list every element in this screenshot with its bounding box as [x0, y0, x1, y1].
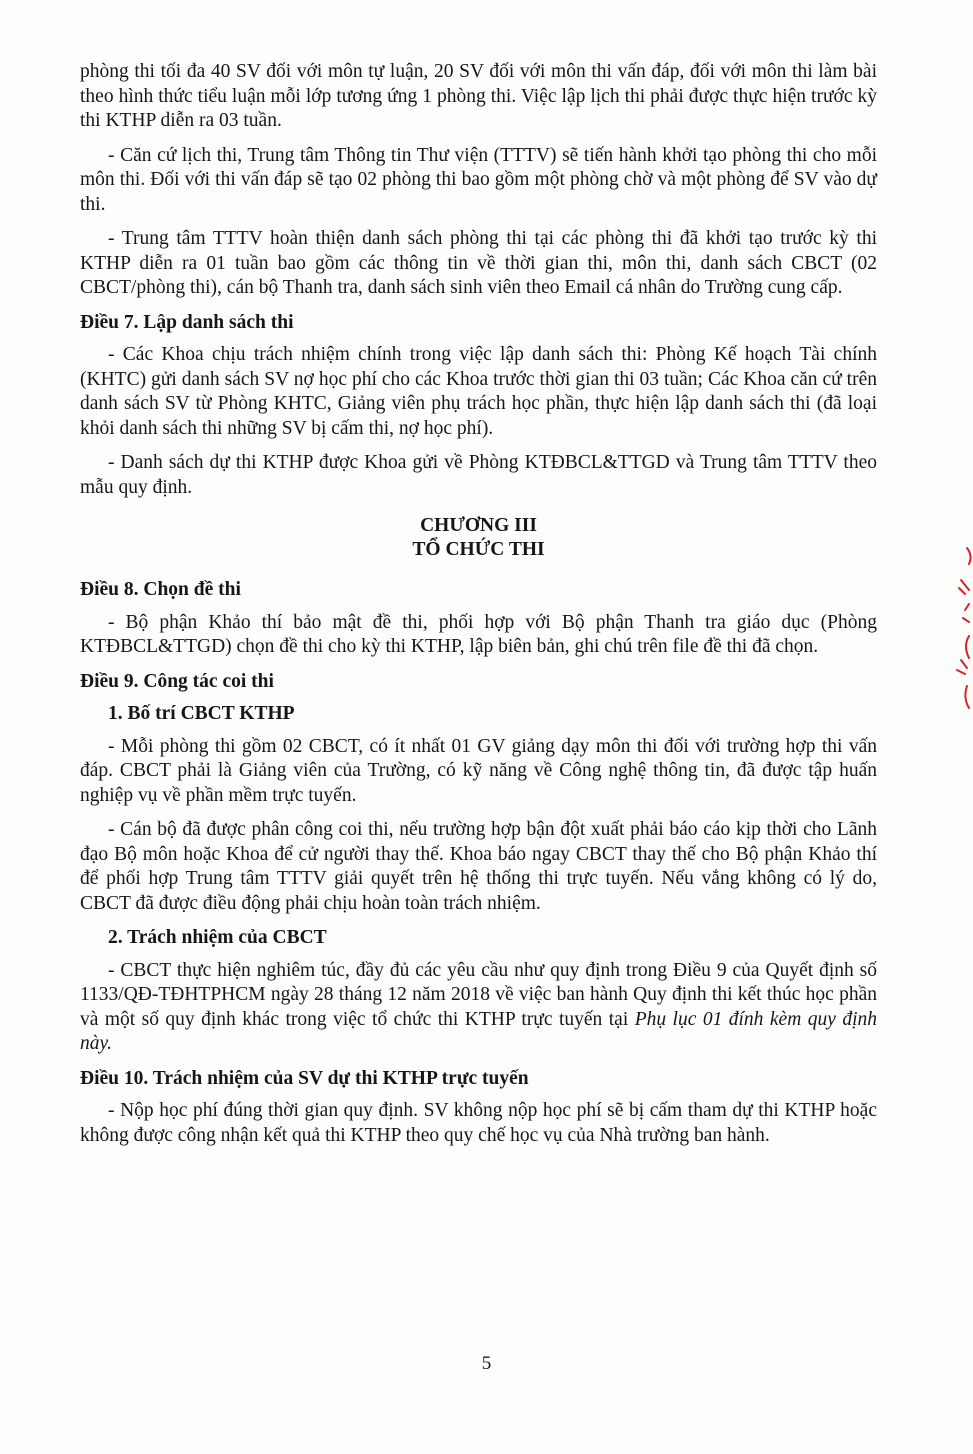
article-7-paragraph-2: - Danh sách dự thi KTHP được Khoa gửi về Phòng KTĐBCL&TTGD và Trung tâm TTTV theo mẫu quy định.	[80, 452, 877, 498]
article-9-paragraph-1: - Mỗi phòng thi gồm 02 CBCT, có ít nhất 01 GV giảng dạy môn thi đối với trường hợp thi vấn đáp. CBCT phải là Giảng viên của Trường, có kỹ năng về Công nghệ thông tin, đã được tập huấn nghiệp vụ về phần mềm trực tuyến.	[80, 735, 877, 806]
article-9-paragraph-3-text: - CBCT thực hiện nghiêm túc, đầy đủ các yêu cầu như quy định trong Điều 9 của Quyết định số 1133/QĐ-TĐHTPHCM ngày 28 tháng 12 năm 2018 về việc ban hành Quy định thi kết thúc học phần và một số quy định khác trong việc tổ chức thi KTHP trực tuyến tại	[80, 959, 877, 1030]
article-8-heading: Điều 8. Chọn đề thi	[80, 579, 241, 600]
article-10-paragraph-1: - Nộp học phí đúng thời gian quy định. SV không nộp học phí sẽ bị cấm tham dự thi KTHP hoặc không được công nhận kết quả thi KTHP theo quy chế học vụ của Nhà trường ban hành.	[80, 1100, 877, 1146]
paragraph-tttv-finalize-list: - Trung tâm TTTV hoàn thiện danh sách phòng thi tại các phòng thi đã khởi tạo trước kỳ thi KTHP diễn ra 01 tuần bao gồm các thông tin về thời gian thi, môn thi, danh sách CBCT (02 CBCT/phòng thi), cán bộ Thanh tra, danh sách sinh viên theo Email cá nhân do Trường cung cấp.	[80, 228, 877, 298]
appendix-reference: Phụ lục 01 đính kèm quy định này.	[80, 1008, 877, 1054]
chapter-number: CHƯƠNG III	[420, 515, 537, 536]
document-page	[80, 60, 877, 1158]
article-7-heading: Điều 7. Lập danh sách thi	[80, 311, 294, 333]
red-stamp-edge-mark	[947, 540, 973, 720]
paragraph-tttv-create-rooms: - Căn cứ lịch thi, Trung tâm Thông tin Thư viện (TTTV) sẽ tiến hành khởi tạo phòng thi cho mỗi môn thi. Đối với thi vấn đáp sẽ tạo 02 phòng thi bao gồm một phòng chờ và một phòng để SV vào dự thi.	[80, 144, 877, 215]
chapter-title	[80, 514, 877, 562]
article-8-paragraph-1: - Bộ phận Khảo thí bảo mật đề thi, phối hợp với Bộ phận Thanh tra giáo dục (Phòng KTĐBCL&TTGD) chọn đề thi cho kỳ thi KTHP, lập biên bản, ghi chú trên file đề thi đã chọn.	[80, 611, 877, 657]
article-9-paragraph-2: - Cán bộ đã được phân công coi thi, nếu trường hợp bận đột xuất phải báo cáo kịp thời cho Lãnh đạo Bộ môn hoặc Khoa để cử người thay thế. Khoa báo ngay CBCT thay thế cho Bộ phận Khảo thí để phối hợp Trung tâm TTTV giải quyết trên hệ thống thi trực tuyến. Nếu vắng không có lý do, CBCT đã được điều động phải chịu hoàn toàn trách nhiệm.	[80, 819, 877, 914]
page-number: 5	[481, 1353, 492, 1374]
article-9-subheading-2: 2. Trách nhiệm của CBCT	[108, 927, 327, 948]
chapter-name: TỔ CHỨC THI	[412, 539, 545, 560]
paragraph-exam-room-limits: phòng thi tối đa 40 SV đối với môn tự luận, 20 SV đối với môn thi vấn đáp, đối với môn thi làm bài theo hình thức tiểu luận mỗi lớp tương ứng 1 phòng thi. Việc lập lịch thi phải được thực hiện trước kỳ thi KTHP diễn ra 03 tuần.	[80, 61, 877, 131]
article-9-paragraph-3	[80, 959, 877, 1057]
article-9-subheading-1: 1. Bố trí CBCT KTHP	[108, 703, 295, 724]
article-7-paragraph-1: - Các Khoa chịu trách nhiệm chính trong việc lập danh sách thi: Phòng Kế hoạch Tài chính (KHTC) gửi danh sách SV nợ học phí cho các Khoa trước thời gian thi 03 tuần; Các Khoa căn cứ trên danh sách SV từ Phòng KHTC, Giảng viên phụ trách học phần, thực hiện lập danh sách thi (đã loại khỏi danh sách thi những SV bị cấm thi, nợ học phí).	[80, 344, 877, 439]
article-9-heading: Điều 9. Công tác coi thi	[80, 670, 274, 692]
article-10-heading: Điều 10. Trách nhiệm của SV dự thi KTHP trực tuyến	[80, 1067, 529, 1089]
